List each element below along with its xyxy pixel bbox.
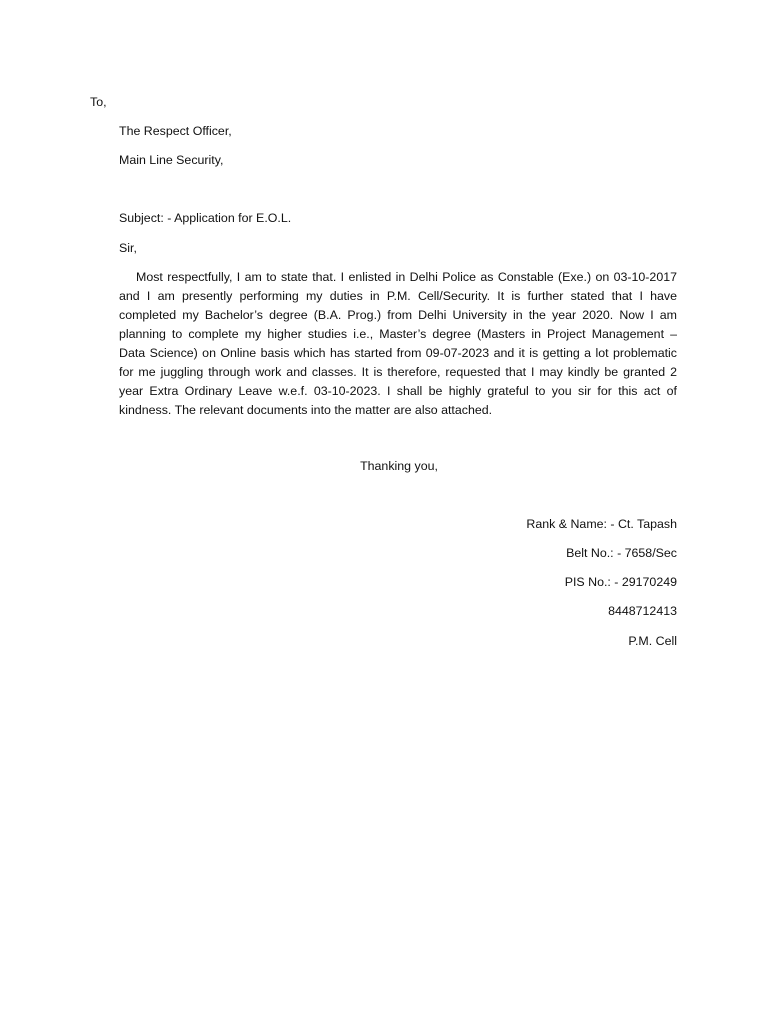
signature-rank-name: Rank & Name: - Ct. Tapash [526, 517, 677, 531]
body-line: year Extra Ordinary Leave w.e.f. 03-10-2023. I shall be highly grateful to you sir for this act of [119, 384, 677, 398]
recipient-department: Main Line Security, [119, 153, 224, 167]
recipient-to: To, [90, 95, 107, 109]
body-line: kindness. The relevant documents into the matter are also attached. [119, 403, 493, 417]
body-line: completed my Bachelor’s degree (B.A. Prog.) from Delhi University in the year 2020. Now I am [119, 308, 677, 322]
body-line: and I am presently performing my duties in P.M. Cell/Security. It is further stated that I have [119, 289, 677, 303]
signature-belt-no: Belt No.: - 7658/Sec [566, 546, 677, 560]
body-line: Data Science) on Online basis which has started from 09-07-2023 and it is getting a lot problematic [119, 346, 677, 360]
body-line: Most respectfully, I am to state that. I enlisted in Delhi Police as Constable (Exe.) on 03-10-2017 [136, 270, 677, 284]
recipient-title: The Respect Officer, [119, 124, 232, 138]
body-paragraph [119, 268, 677, 420]
subject-line: Subject: - Application for E.O.L. [119, 211, 292, 225]
signature-pis-no: PIS No.: - 29170249 [564, 575, 677, 589]
closing-line: Thanking you, [360, 459, 438, 473]
salutation: Sir, [119, 241, 137, 255]
body-line: for me juggling through work and classes. It is therefore, requested that I may kindly be granted 2 [119, 365, 677, 379]
body-line: planning to complete my higher studies i.e., Master’s degree (Masters in Project Management – [119, 327, 677, 341]
signature-unit: P.M. Cell [628, 634, 677, 648]
signature-phone: 8448712413 [608, 604, 677, 618]
